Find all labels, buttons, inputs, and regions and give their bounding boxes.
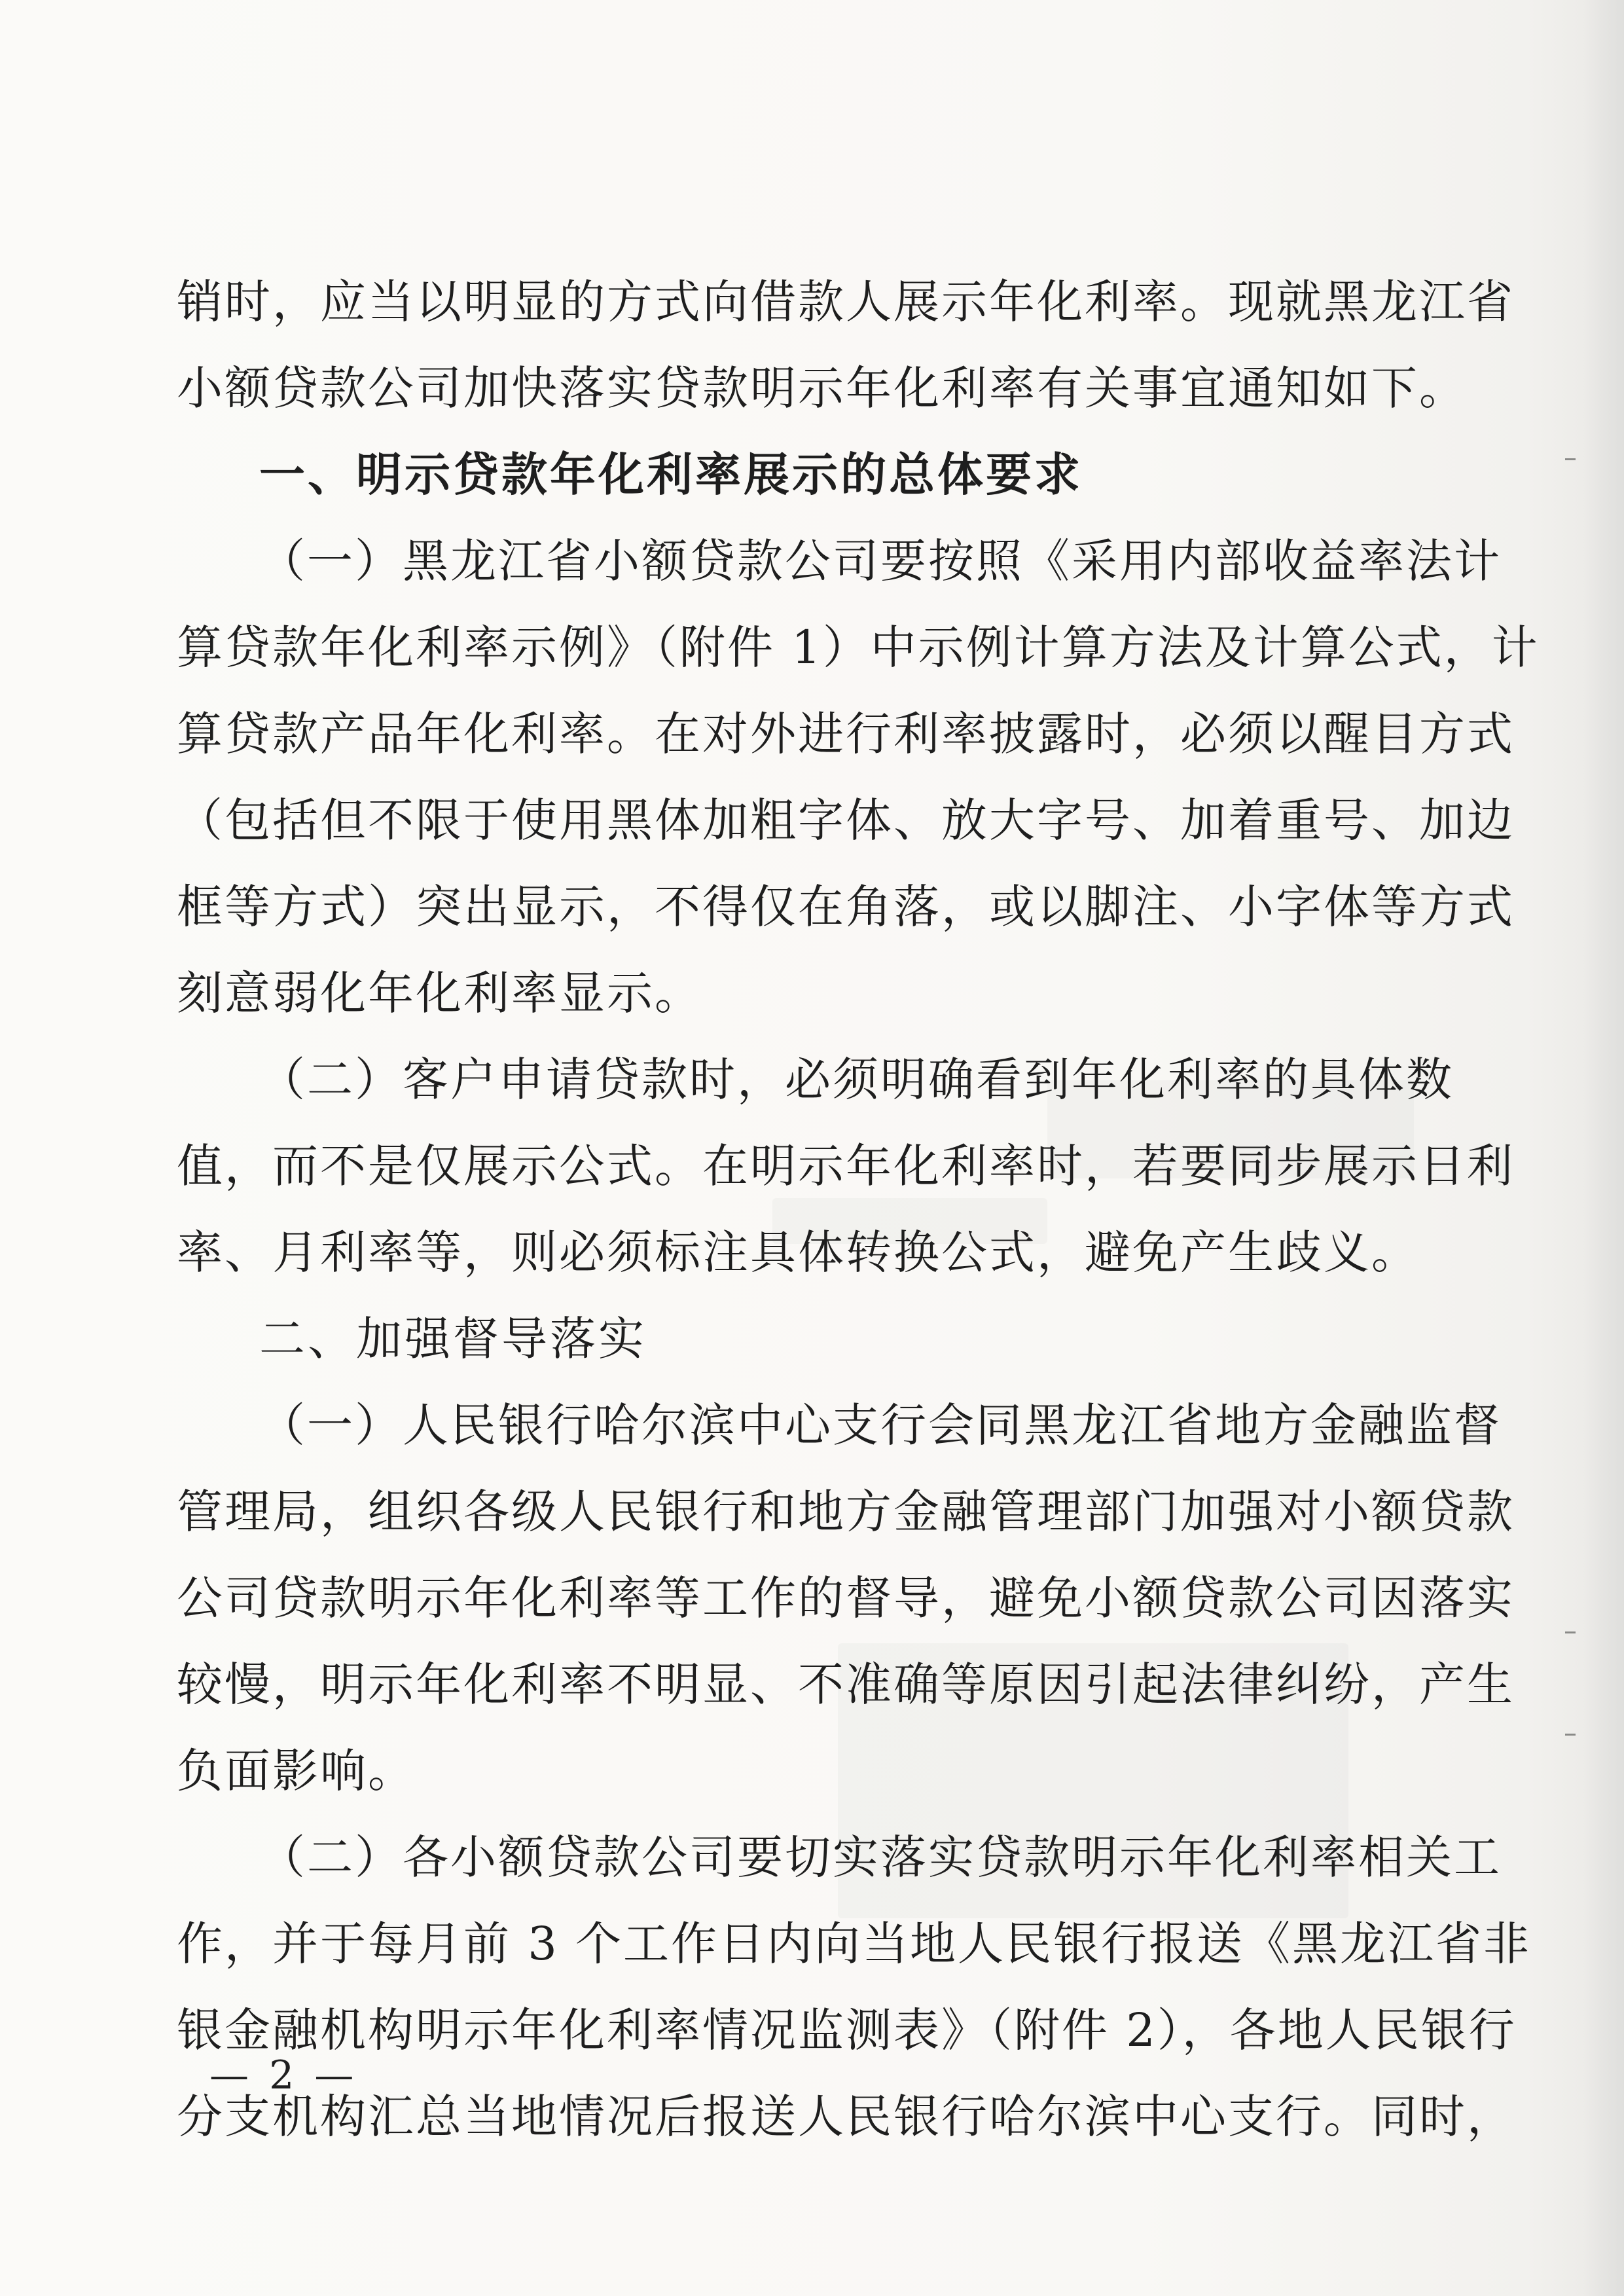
- body-line: （二）各小额贷款公司要切实落实贷款明示年化利率相关工: [259, 1831, 1502, 1884]
- body-line: （二）客户申请贷款时，必须明确看到年化利率的具体数: [259, 1053, 1454, 1106]
- body-line: 小额贷款公司加快落实贷款明示年化利率有关事宜通知如下。: [177, 361, 1467, 415]
- scan-edge-shadow: [1583, 0, 1624, 2296]
- body-line: 刻意弱化年化利率显示。: [177, 966, 702, 1020]
- body-line: （一）黑龙江省小额贷款公司要按照《采用内部收益率法计: [259, 534, 1502, 588]
- edge-mark: [1565, 1734, 1576, 1736]
- body-line: （包括但不限于使用黑体加粗字体、放大字号、加着重号、加边: [177, 793, 1515, 847]
- body-line: 值，而不是仅展示公式。在明示年化利率时，若要同步展示日利: [177, 1139, 1515, 1193]
- body-line: 较慢，明示年化利率不明显、不准确等原因引起法律纠纷，产生: [177, 1658, 1515, 1711]
- edge-mark: [1565, 458, 1576, 460]
- body-line: 分支机构汇总当地情况后报送人民银行哈尔滨中心支行。同时，: [177, 2090, 1515, 2143]
- section-heading: 二、加强督导落实: [259, 1312, 647, 1366]
- body-line: 银金融机构明示年化利率情况监测表》（附件 2），各地人民银行: [177, 2003, 1517, 2057]
- body-line: 负面影响。: [177, 1744, 416, 1798]
- edge-mark: [1565, 1631, 1576, 1633]
- body-line: （一）人民银行哈尔滨中心支行会同黑龙江省地方金融监督: [259, 1398, 1502, 1452]
- page-number: — 2 —: [209, 2052, 358, 2098]
- body-line: 作，并于每月前 3 个工作日内向当地人民银行报送《黑龙江省非: [177, 1917, 1532, 1971]
- document-body: [177, 259, 1540, 2160]
- section-heading: 一、明示贷款年化利率展示的总体要求: [259, 448, 1083, 501]
- body-line: 管理局，组织各级人民银行和地方金融管理部门加强对小额贷款: [177, 1485, 1515, 1539]
- body-line: 算贷款年化利率示例》（附件 1）中示例计算方法及计算公式，计: [177, 621, 1540, 674]
- body-line: 公司贷款明示年化利率等工作的督导，避免小额贷款公司因落实: [177, 1571, 1515, 1625]
- body-line: 算贷款产品年化利率。在对外进行利率披露时，必须以醒目方式: [177, 707, 1515, 761]
- body-line: 率、月利率等，则必须标注具体转换公式，避免产生歧义。: [177, 1226, 1419, 1279]
- body-line: 销时，应当以明显的方式向借款人展示年化利率。现就黑龙江省: [177, 275, 1515, 329]
- body-line: 框等方式）突出显示，不得仅在角落，或以脚注、小字体等方式: [177, 880, 1515, 934]
